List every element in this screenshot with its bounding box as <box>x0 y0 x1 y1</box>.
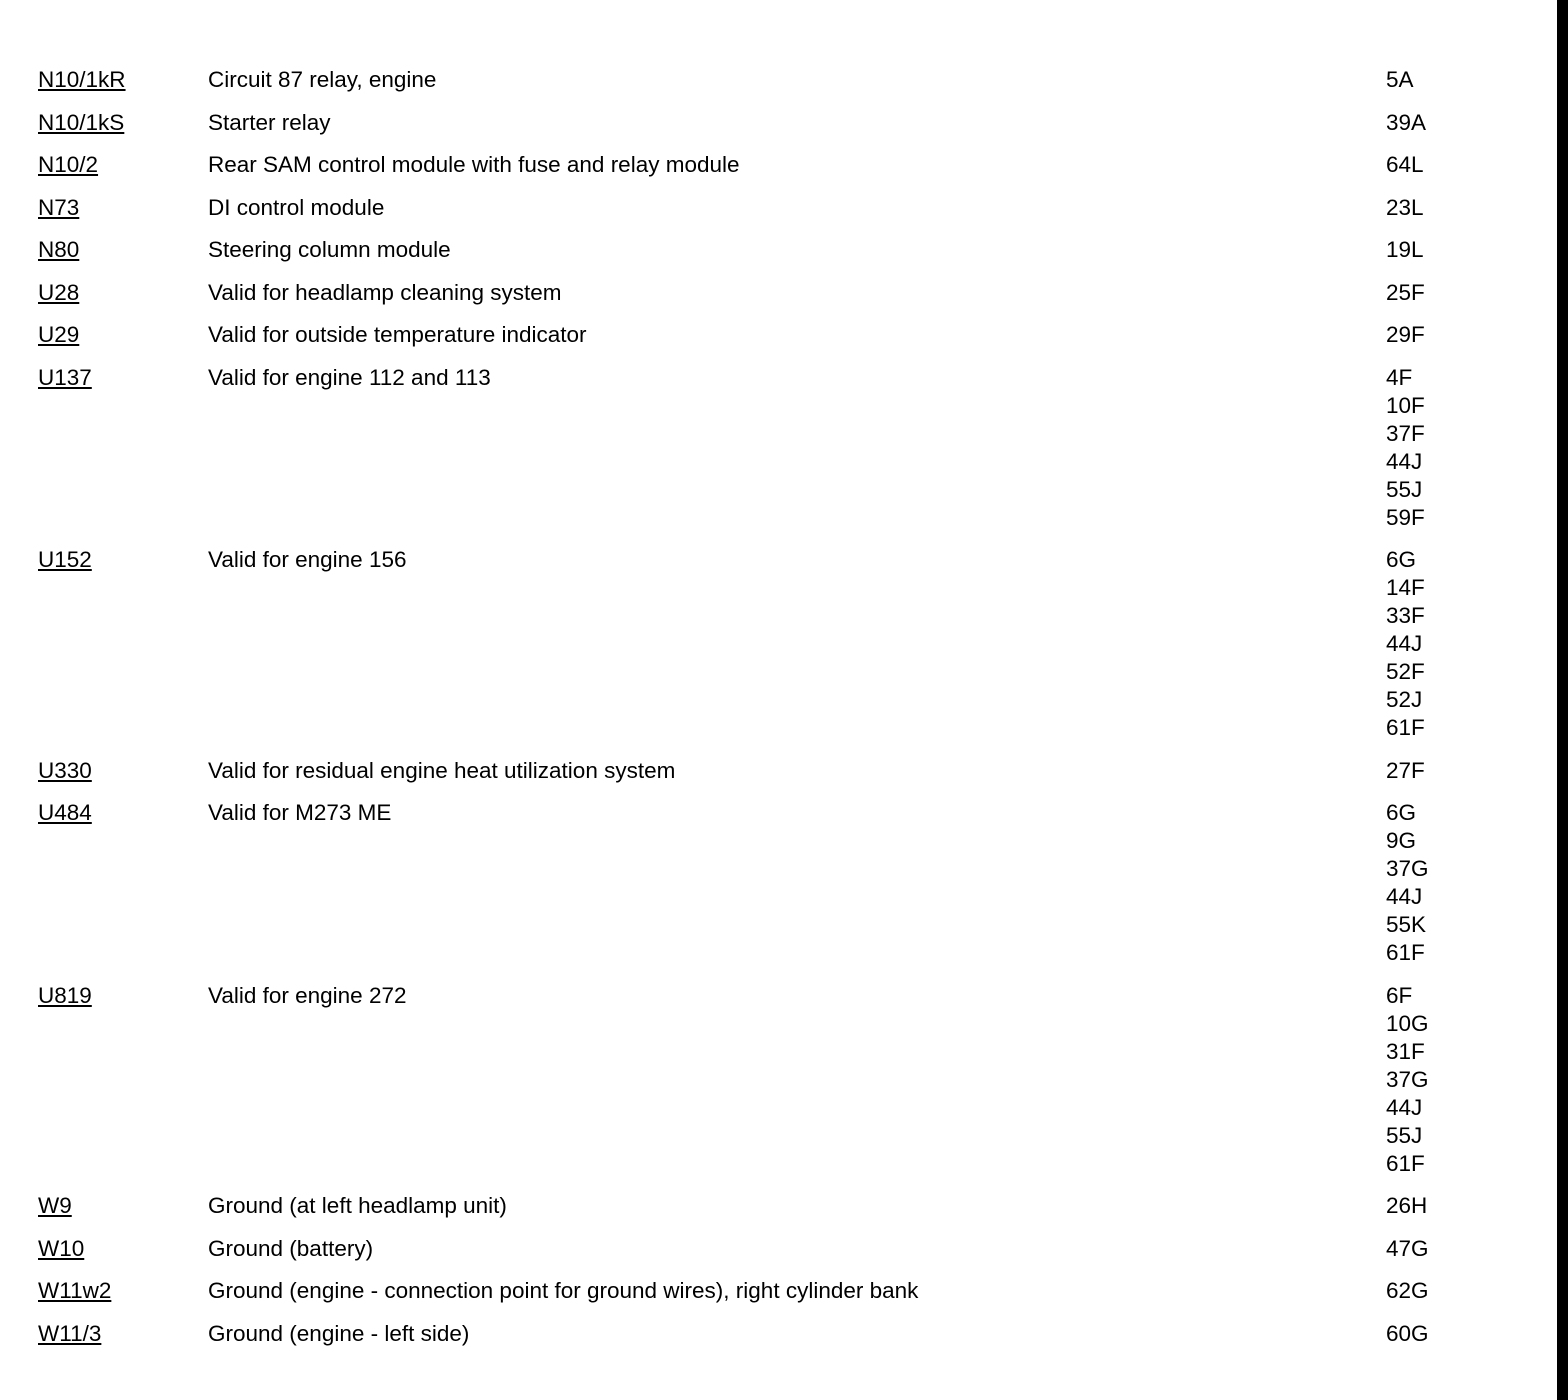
component-description: Steering column module <box>208 237 451 262</box>
legend-row <box>38 757 1498 785</box>
grid-reference-list <box>1386 1235 1429 1263</box>
legend-row <box>38 1235 1498 1263</box>
grid-reference: 4F <box>1386 364 1413 390</box>
component-legend-list <box>38 66 1498 1362</box>
grid-reference-list <box>1386 109 1426 137</box>
grid-reference: 55K <box>1386 912 1427 937</box>
legend-row <box>38 321 1498 349</box>
component-description: Valid for engine 272 <box>208 982 407 1008</box>
grid-reference: 61F <box>1386 715 1425 740</box>
grid-reference: 37G <box>1386 1066 1429 1092</box>
grid-reference: 25F <box>1386 279 1425 305</box>
component-code-link[interactable]: W11w2 <box>38 1278 112 1303</box>
component-code-link[interactable]: N10/1kS <box>38 109 125 135</box>
grid-reference: 55J <box>1386 1122 1423 1148</box>
grid-reference: 52F <box>1386 659 1425 684</box>
grid-reference-list <box>1386 66 1414 94</box>
component-code-link[interactable]: W9 <box>38 1193 72 1218</box>
component-code-link[interactable]: N73 <box>38 194 80 220</box>
grid-reference: 47G <box>1386 1235 1429 1261</box>
legend-row <box>38 66 1498 94</box>
grid-reference: 52J <box>1386 687 1423 712</box>
legend-row <box>38 1192 1498 1220</box>
legend-row <box>38 109 1498 137</box>
component-code-link[interactable]: W10 <box>38 1235 85 1261</box>
grid-reference: 10G <box>1386 1010 1429 1036</box>
grid-reference: 44J <box>1386 448 1423 474</box>
component-code-link[interactable]: N10/2 <box>38 152 99 177</box>
legend-row <box>38 546 1498 742</box>
grid-reference: 62G <box>1386 1278 1429 1303</box>
legend-row <box>38 151 1498 179</box>
grid-reference: 44J <box>1386 884 1423 909</box>
grid-reference: 14F <box>1386 575 1425 600</box>
grid-reference: 44J <box>1386 1094 1423 1120</box>
grid-reference-list <box>1386 236 1424 264</box>
grid-reference: 44J <box>1386 631 1423 656</box>
grid-reference: 29F <box>1386 322 1425 347</box>
component-description: Valid for engine 156 <box>208 547 407 572</box>
component-code-link[interactable]: W11/3 <box>38 1320 102 1346</box>
grid-reference: 61F <box>1386 940 1425 965</box>
grid-reference-list <box>1386 194 1424 222</box>
component-description: Valid for engine 112 and 113 <box>208 364 491 390</box>
component-description: Rear SAM control module with fuse and relay module <box>208 152 740 177</box>
component-code-link[interactable]: U137 <box>38 364 92 390</box>
component-description: Valid for outside temperature indicator <box>208 322 587 347</box>
grid-reference: 31F <box>1386 1038 1425 1064</box>
grid-reference: 39A <box>1386 109 1427 135</box>
grid-reference: 6G <box>1386 800 1417 825</box>
component-description: DI control module <box>208 194 385 220</box>
component-description: Valid for M273 ME <box>208 800 392 825</box>
component-code-link[interactable]: U152 <box>38 547 92 572</box>
grid-reference: 26H <box>1386 1193 1428 1218</box>
grid-reference: 55J <box>1386 476 1423 502</box>
grid-reference-list <box>1386 1277 1429 1305</box>
legend-row <box>38 279 1498 307</box>
grid-reference-list <box>1386 151 1424 179</box>
grid-reference-list <box>1386 546 1425 742</box>
component-description: Ground (at left headlamp unit) <box>208 1193 507 1218</box>
grid-reference: 9G <box>1386 828 1417 853</box>
grid-reference: 60G <box>1386 1320 1429 1346</box>
grid-reference: 10F <box>1386 392 1425 418</box>
grid-reference-list <box>1386 364 1425 532</box>
component-description: Circuit 87 relay, engine <box>208 67 437 92</box>
component-description: Starter relay <box>208 109 331 135</box>
legend-row <box>38 194 1498 222</box>
component-code-link[interactable]: N80 <box>38 237 80 262</box>
component-description: Ground (engine - left side) <box>208 1320 470 1346</box>
grid-reference: 5A <box>1386 67 1414 92</box>
component-description: Ground (battery) <box>208 1235 374 1261</box>
component-code-link[interactable]: U484 <box>38 800 92 825</box>
legend-row <box>38 236 1498 264</box>
right-edge-scrollbar[interactable] <box>1557 0 1568 1400</box>
grid-reference: 37F <box>1386 420 1425 446</box>
legend-row <box>38 799 1498 967</box>
grid-reference: 59F <box>1386 504 1425 530</box>
grid-reference-list <box>1386 757 1425 785</box>
grid-reference: 6G <box>1386 547 1417 572</box>
legend-row <box>38 982 1498 1178</box>
component-description: Ground (engine - connection point for ground wires), right cylinder bank <box>208 1278 919 1303</box>
grid-reference: 61F <box>1386 1150 1425 1176</box>
component-code-link[interactable]: U330 <box>38 757 92 783</box>
grid-reference-list <box>1386 1192 1427 1220</box>
legend-row <box>38 1277 1498 1305</box>
grid-reference: 27F <box>1386 757 1425 783</box>
grid-reference-list <box>1386 321 1425 349</box>
component-description: Valid for headlamp cleaning system <box>208 279 562 305</box>
grid-reference: 33F <box>1386 603 1425 628</box>
legend-row <box>38 1320 1498 1348</box>
grid-reference: 6F <box>1386 982 1413 1008</box>
grid-reference-list <box>1386 799 1429 967</box>
legend-row <box>38 364 1498 532</box>
component-description: Valid for residual engine heat utilization system <box>208 757 676 783</box>
grid-reference-list <box>1386 1320 1429 1348</box>
component-code-link[interactable]: U28 <box>38 279 80 305</box>
grid-reference-list <box>1386 982 1429 1178</box>
component-code-link[interactable]: U29 <box>38 322 80 347</box>
grid-reference-list <box>1386 279 1425 307</box>
grid-reference: 64L <box>1386 152 1424 177</box>
grid-reference: 37G <box>1386 856 1429 881</box>
grid-reference: 23L <box>1386 194 1424 220</box>
component-code-link[interactable]: N10/1kR <box>38 67 126 92</box>
grid-reference: 19L <box>1386 237 1424 262</box>
component-code-link[interactable]: U819 <box>38 982 92 1008</box>
